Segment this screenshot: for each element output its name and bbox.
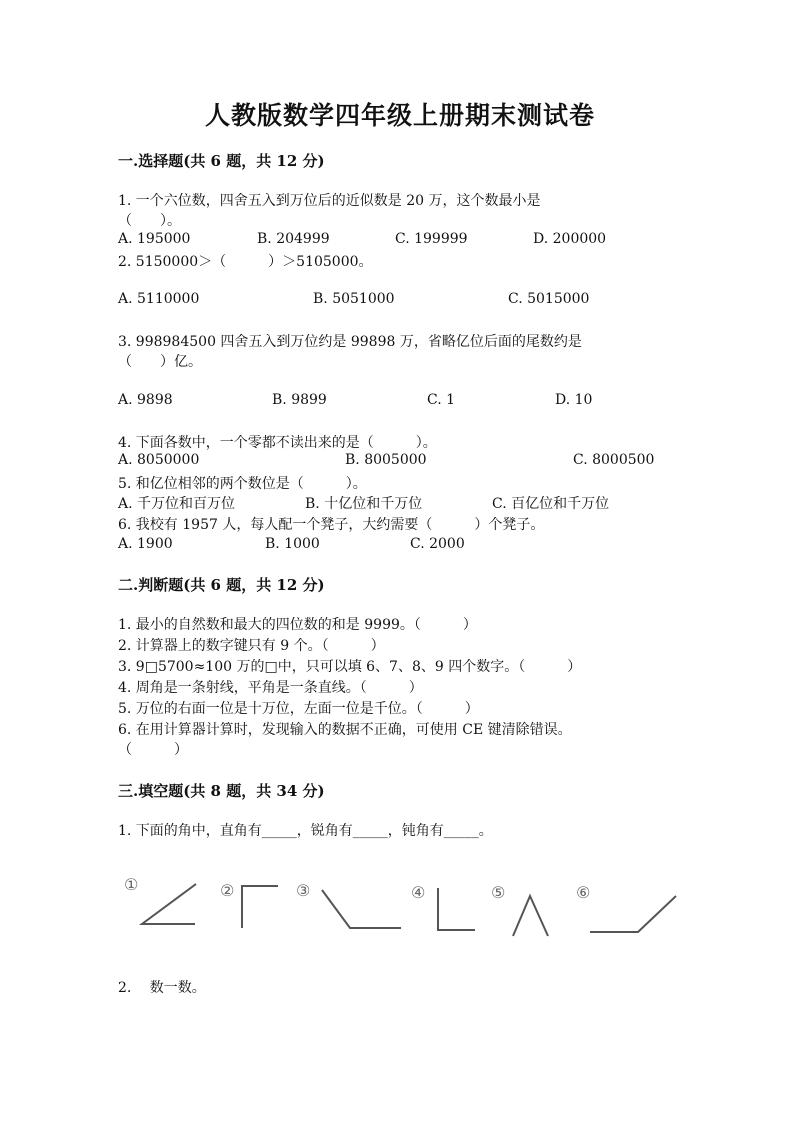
judge-item: 5. 万位的右面一位是十万位，左面一位是千位。（ ） [118,701,479,717]
q3-option-c: C. 1 [427,392,456,408]
q3-option-d: D. 10 [555,392,593,408]
angle-6-obtuse [590,896,676,932]
section-heading-choice: 一.选择题(共 6 题，共 12 分) [118,152,325,170]
q5-option-a: A. 千万位和百万位 [118,496,236,512]
q1-option-c: C. 199999 [395,231,468,247]
angle-label-6: ⑥ [576,883,591,902]
q1-option-d: D. 200000 [533,231,607,247]
angle-label-3: ③ [296,881,311,900]
fill-q2-stem: 2. 数一数。 [118,980,206,996]
q2-option-b: B. 5051000 [313,291,395,307]
q4-option-c: C. 8000500 [573,452,655,468]
q3-option-a: A. 9898 [118,392,173,408]
q6-option-a: A. 1900 [118,536,173,552]
judge-item: 4. 周角是一条射线，平角是一条直线。（ ） [118,680,423,696]
angle-3-obtuse [322,890,401,928]
q2-option-c: C. 5015000 [508,291,590,307]
q1-stem: 1. 一个六位数，四舍五入到万位后的近似数是 20 万，这个数最小是 [118,193,541,209]
q2-stem: 2. 5150000＞（ ）＞5105000。 [118,254,373,270]
q5-option-c: C. 百亿位和千万位 [492,496,610,512]
angles-figure [118,872,688,942]
angle-1-acute [142,884,196,924]
q3-stem-cont: （ ）亿。 [118,354,202,370]
q4-stem: 4. 下面各数中，一个零都不读出来的是（ ）。 [118,435,437,451]
judge-item: 3. 9□5700≈100 万的□中，只可以填 6、7、8、9 四个数字。（ ） [118,659,582,675]
angle-2-right [242,886,278,928]
q5-stem: 5. 和亿位相邻的两个数位是（ ）。 [118,476,367,492]
q6-stem: 6. 我校有 1957 人，每人配一个凳子，大约需要（ ）个凳子。 [118,517,545,533]
q1-option-a: A. 195000 [118,231,191,247]
angle-4-right [438,888,475,930]
q3-stem: 3. 998984500 四舍五入到万位约是 99898 万，省略亿位后面的尾数约是 [118,334,582,350]
q6-option-c: C. 2000 [410,536,465,552]
q5-option-b: B. 十亿位和千万位 [305,496,423,512]
angle-5-acute [513,896,548,936]
section-heading-judge: 二.判断题(共 6 题，共 12 分) [118,576,325,594]
angle-label-1: ① [124,875,139,894]
judge-item-cont: （ ） [118,742,188,758]
angle-label-2: ② [220,881,235,900]
angle-label-4: ④ [411,883,426,902]
section-heading-fill: 三.填空题(共 8 题，共 34 分) [118,782,325,800]
angle-label-5: ⑤ [491,883,506,902]
q1-option-b: B. 204999 [257,231,330,247]
judge-item: 6. 在用计算器计算时，发现输入的数据不正确，可使用 CE 键清除错误。 [118,722,572,738]
q4-option-a: A. 8050000 [118,452,200,468]
q2-option-a: A. 5110000 [118,291,200,307]
judge-item: 2. 计算器上的数字键只有 9 个。（ ） [118,638,385,654]
fill-q1-stem: 1. 下面的角中，直角有_____，锐角有_____，钝角有_____。 [118,823,493,839]
page-title: 人教版数学四年级上册期末测试卷 [204,101,595,130]
q4-option-b: B. 8005000 [345,452,427,468]
judge-item: 1. 最小的自然数和最大的四位数的和是 9999。（ ） [118,617,477,633]
q6-option-b: B. 1000 [265,536,320,552]
q1-stem-cont: （ ）。 [118,213,181,229]
q3-option-b: B. 9899 [272,392,327,408]
